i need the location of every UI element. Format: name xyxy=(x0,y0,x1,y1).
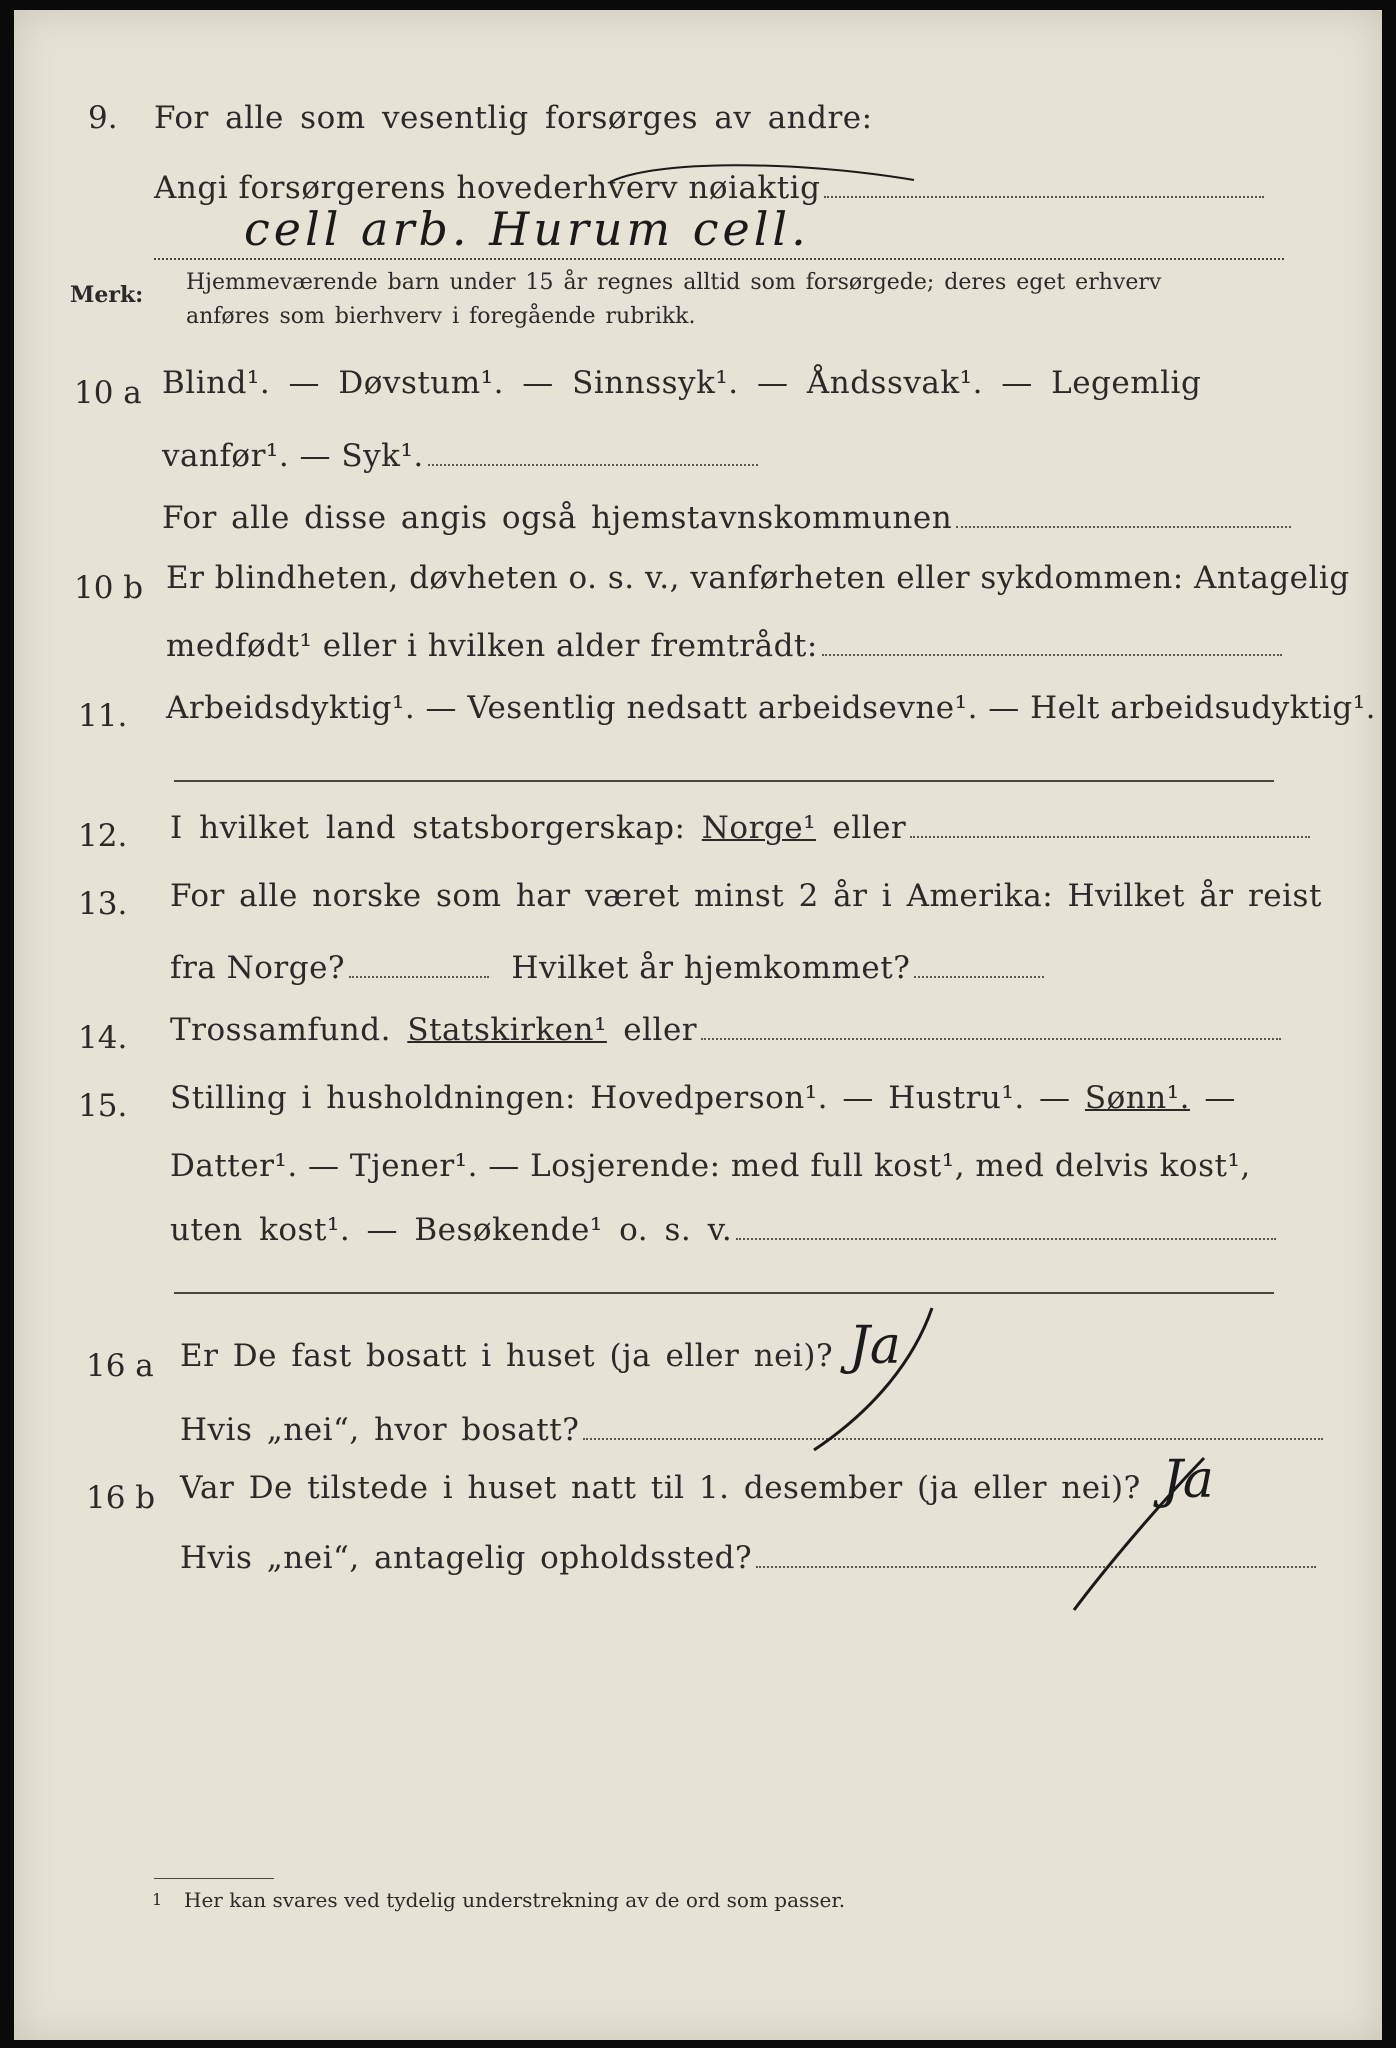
q10a-number: 10 a xyxy=(74,375,142,411)
q16a-line2: Hvis „nei“, hvor bosatt? xyxy=(180,1412,580,1448)
q14-prefix: Trossamfund. xyxy=(170,1012,391,1048)
footnote-separator xyxy=(154,1878,274,1879)
merk-line1: Hjemmeværende barn under 15 år regnes alltid som forsørgede; deres eget erhverv xyxy=(186,270,1162,295)
q9-handwritten-answer: cell arb. Hurum cell. xyxy=(244,202,810,256)
q15-line2: Datter¹. — Tjener¹. — Losjerende: med full kost¹, med delvis kost¹, xyxy=(170,1148,1251,1184)
q16a-handwritten-answer: Ja xyxy=(849,1316,901,1376)
q10b-line1: Er blindheten, døvheten o. s. v., vanførheten eller sykdommen: Antagelig xyxy=(166,560,1350,596)
q15-line1b: — xyxy=(1204,1080,1236,1116)
q12-norge-underlined: Norge¹ xyxy=(701,810,817,846)
q10b-number: 10 b xyxy=(74,570,144,606)
census-form-page xyxy=(14,10,1382,2040)
q15-sonn-underlined: Sønn¹. xyxy=(1084,1080,1191,1116)
footnote-mark: 1 xyxy=(152,1890,163,1909)
q15-number: 15. xyxy=(78,1088,128,1124)
q16a-line1: Er De fast bosatt i huset (ja eller nei)? xyxy=(180,1338,834,1374)
q9-number: 9. xyxy=(88,100,118,136)
handwriting-strokes xyxy=(14,10,1382,2040)
q13-line2a: fra Norge? xyxy=(170,950,346,986)
footnote-text: Her kan svares ved tydelig understrekning av de ord som passer. xyxy=(184,1888,846,1912)
q9-line1: For alle som vesentlig forsørges av andre: xyxy=(154,100,873,136)
q9-line2: Angi forsørgerens hovederhverv nøiaktig xyxy=(154,170,821,206)
merk-label: Merk: xyxy=(70,282,144,308)
q12-number: 12. xyxy=(78,818,128,854)
q15-line1a: Stilling i husholdningen: Hovedperson¹. — Hustru¹. — xyxy=(170,1080,1071,1116)
q16b-line2: Hvis „nei“, antagelig opholdssted? xyxy=(180,1540,753,1576)
q16a-number: 16 a xyxy=(86,1348,154,1384)
q11-number: 11. xyxy=(78,698,128,734)
q12-suffix: eller xyxy=(832,810,907,846)
q10a-line3: For alle disse angis også hjemstavnskommunen xyxy=(162,500,953,536)
q10a-line1: Blind¹. — Døvstum¹. — Sinnssyk¹. — Åndssvak¹. — Legemlig xyxy=(162,365,1202,401)
q12-prefix: I hvilket land statsborgerskap: xyxy=(170,810,686,846)
merk-line2: anføres som bierhverv i foregående rubrikk. xyxy=(186,304,696,329)
q14-number: 14. xyxy=(78,1020,128,1056)
q11-line1: Arbeidsdyktig¹. — Vesentlig nedsatt arbeidsevne¹. — Helt arbeidsudyktig¹. xyxy=(166,690,1377,726)
q10b-line2: medfødt¹ eller i hvilken alder fremtrådt: xyxy=(166,628,818,664)
q16b-handwritten-answer: Ja xyxy=(1162,1450,1214,1510)
q16b-number: 16 b xyxy=(86,1480,156,1516)
q13-number: 13. xyxy=(78,886,128,922)
q10a-line2: vanfør¹. — Syk¹. xyxy=(162,438,424,474)
q13-line2b: Hvilket år hjemkommet? xyxy=(511,950,911,986)
q15-line3: uten kost¹. — Besøkende¹ o. s. v. xyxy=(170,1212,733,1248)
q13-line1: For alle norske som har været minst 2 år i Amerika: Hvilket år reist xyxy=(170,878,1322,914)
q14-suffix: eller xyxy=(623,1012,698,1048)
q14-statskirken-underlined: Statskirken¹ xyxy=(407,1012,607,1048)
q16b-line1: Var De tilstede i huset natt til 1. desember (ja eller nei)? xyxy=(180,1470,1141,1506)
